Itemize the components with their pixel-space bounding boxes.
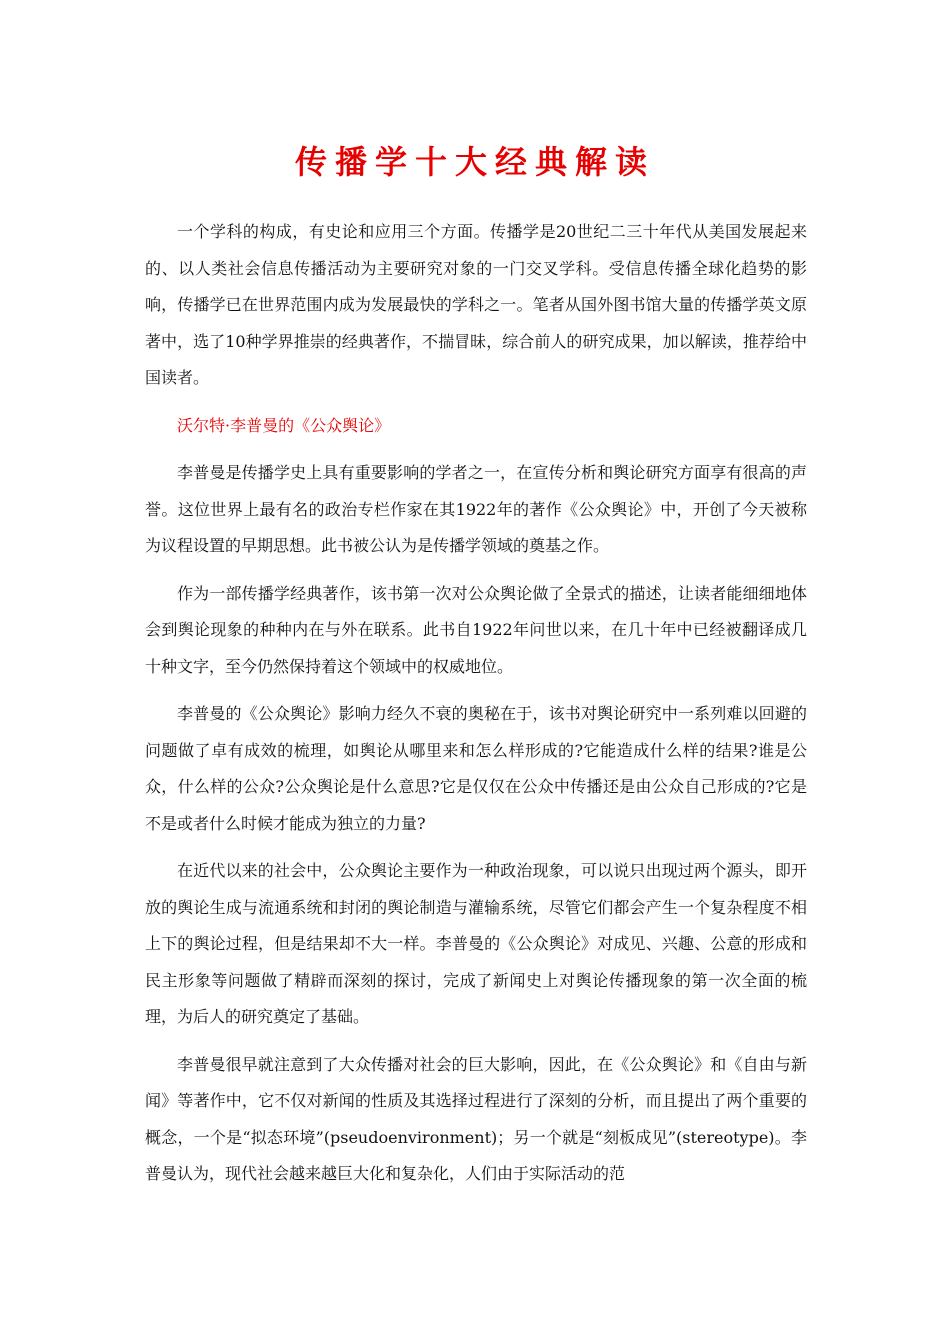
document-body xyxy=(145,214,807,1204)
body-paragraph: 李普曼的《公众舆论》影响力经久不衰的奥秘在于，该书对舆论研究中一系列难以回避的问题做了卓有成效的梳理，如舆论从哪里来和怎么样形成的?它能造成什么样的结果?谁是公众，什么样的公众?公众舆论是什么意思?它是仅仅在公众中传播还是由公众自己形成的?它是不是或者什么时候才能成为独立的力量? xyxy=(145,704,807,833)
section-heading: 沃尔特·李普曼的《公众舆论》 xyxy=(177,415,391,435)
body-paragraph: 李普曼是传播学史上具有重要影响的学者之一，在宣传分析和舆论研究方面享有很高的声誉。这位世界上最有名的政治专栏作家在其1922年的著作《公众舆论》中，开创了今天被称为议程设置的早期思想。此书被公认为是传播学领域的奠基之作。 xyxy=(145,463,807,555)
body-paragraph: 在近代以来的社会中，公众舆论主要作为一种政治现象，可以说只出现过两个源头，即开放的舆论生成与流通系统和封闭的舆论制造与灌输系统，尽管它们都会产生一个复杂程度不相上下的舆论过程，但是结果却不大一样。李普曼的《公众舆论》对成见、兴趣、公意的形成和民主形象等问题做了精辟而深刻的探讨，完成了新闻史上对舆论传播现象的第一次全面的梳理，为后人的研究奠定了基础。 xyxy=(145,861,807,1026)
body-paragraph: 李普曼很早就注意到了大众传播对社会的巨大影响，因此，在《公众舆论》和《自由与新闻》等著作中，它不仅对新闻的性质及其选择过程进行了深刻的分析，而且提出了两个重要的概念，一个是“拟态环境”(pseudoenvironment)；另一个就是“刻板成见”(stereotype)。李普曼认为，现代社会越来越巨大化和复杂化，人们由于实际活动的范 xyxy=(145,1054,807,1183)
intro-paragraph: 一个学科的构成，有史论和应用三个方面。传播学是20世纪二三十年代从美国发展起来的、以人类社会信息传播活动为主要研究对象的一门交叉学科。受信息传播全球化趋势的影响，传播学已在世界范围内成为发展最快的学科之一。笔者从国外图书馆大量的传播学英文原著中，选了10种学界推崇的经典著作，不揣冒昧，综合前人的研究成果，加以解读，推荐给中国读者。 xyxy=(145,222,807,387)
document-title: 传播学十大经典解读 xyxy=(294,143,655,181)
body-paragraph: 作为一部传播学经典著作，该书第一次对公众舆论做了全景式的描述，让读者能细细地体会到舆论现象的种种内在与外在联系。此书自1922年问世以来，在几十年中已经被翻译成几十种文字，至今仍然保持着这个领域中的权威地位。 xyxy=(145,583,807,676)
